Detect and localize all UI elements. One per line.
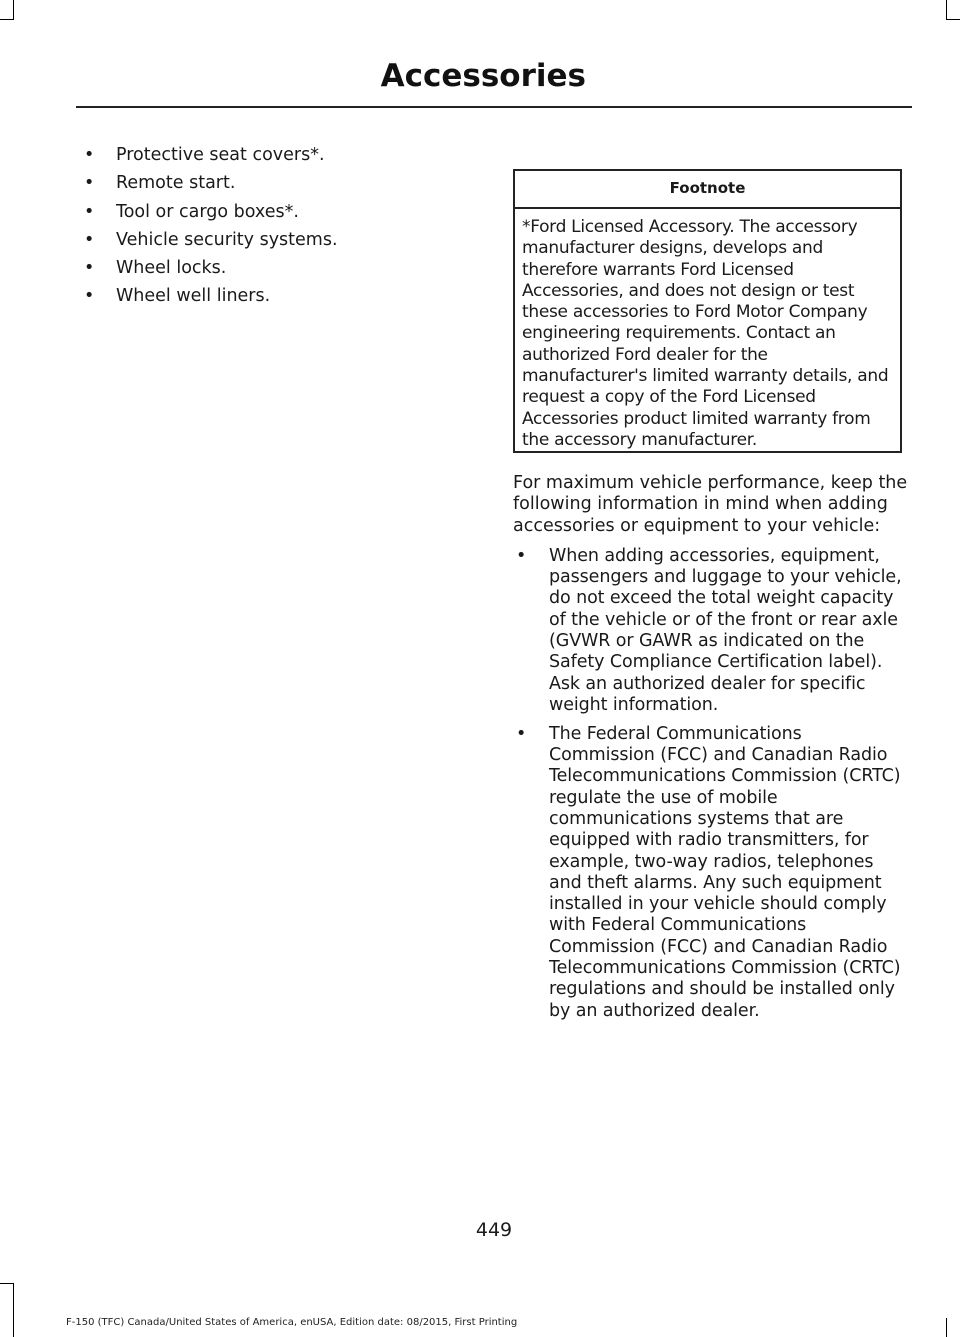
footnote-heading: Footnote xyxy=(515,171,900,209)
crop-mark-top-left-h xyxy=(0,19,14,20)
list-item xyxy=(513,724,908,1022)
list-item xyxy=(76,230,456,251)
list-item xyxy=(76,258,456,279)
list-item xyxy=(76,286,456,307)
bullet: • xyxy=(84,286,95,307)
list-item xyxy=(513,546,908,716)
list-item-text: Vehicle security systems. xyxy=(116,229,338,250)
crop-mark-bottom-right xyxy=(946,1318,947,1337)
crop-mark-top-right xyxy=(946,0,947,19)
list-item-text: Protective seat covers*. xyxy=(116,145,325,165)
list-item-text: Wheel well liners. xyxy=(116,286,271,307)
page-number: 449 xyxy=(475,1219,513,1241)
crop-mark-top-left xyxy=(13,0,14,19)
bullet: • xyxy=(84,258,95,279)
list-item-text: Wheel locks. xyxy=(116,258,227,279)
bullet: • xyxy=(84,229,95,250)
list-item-text: Remote start. xyxy=(116,173,236,194)
crop-mark-top-right-h xyxy=(946,19,960,20)
bullet: • xyxy=(84,173,95,194)
list-item xyxy=(76,202,456,223)
intro-paragraph: For maximum vehicle performance, keep the following information in mind when adding accessories or equipment to your vehicle: xyxy=(513,473,908,536)
bullet: • xyxy=(516,545,527,566)
footnote-text: *Ford Licensed Accessory. The accessory manufacturer designs, develops and therefore warrants Ford Licensed Accessories, and does not design or test these accessories to Ford Motor Company engineering requirements. Contact an authorized Ford dealer for the manufacturer's limited warranty details, and request a copy of the Ford Licensed Accessories product limited warranty from the accessory manufacturer. xyxy=(522,217,889,450)
bullet: • xyxy=(84,201,95,222)
guideline-list xyxy=(513,546,908,1022)
header-rule xyxy=(76,106,912,108)
list-item xyxy=(76,173,456,194)
bullet: • xyxy=(516,723,527,744)
footnote-box xyxy=(513,169,902,453)
crop-mark-bottom-left xyxy=(13,1283,14,1337)
performance-section xyxy=(513,473,908,1029)
crop-mark-bottom-left-h xyxy=(0,1283,14,1284)
list-item-text: When adding accessories, equipment, passengers and luggage to your vehicle, do not exceed the total weight capacity of the vehicle or of the front or rear axle (GVWR or GAWR as indicated on the Safety Compliance Certification label). Ask an authorized dealer for specific weight information. xyxy=(549,545,902,715)
page-title: Accessories xyxy=(380,58,586,94)
bullet: • xyxy=(84,145,95,165)
accessory-list xyxy=(76,145,456,315)
list-item xyxy=(76,145,456,166)
list-item-text: The Federal Communications Commission (FCC) and Canadian Radio Telecommunications Commission (CRTC) regulate the use of mobile communications systems that are equipped with radio transmitters, for example, two-way radios, telephones and theft alarms. Any such equipment installed in your vehicle should comply with Federal Communications Commission (FCC) and Canadian Radio Telecommunications Commission (CRTC) regulations and should be installed only by an authorized dealer. xyxy=(549,723,901,1021)
edition-footer: F-150 (TFC) Canada/United States of America, enUSA, Edition date: 08/2015, First Printing xyxy=(66,1317,518,1328)
list-item-text: Tool or cargo boxes*. xyxy=(116,201,299,222)
